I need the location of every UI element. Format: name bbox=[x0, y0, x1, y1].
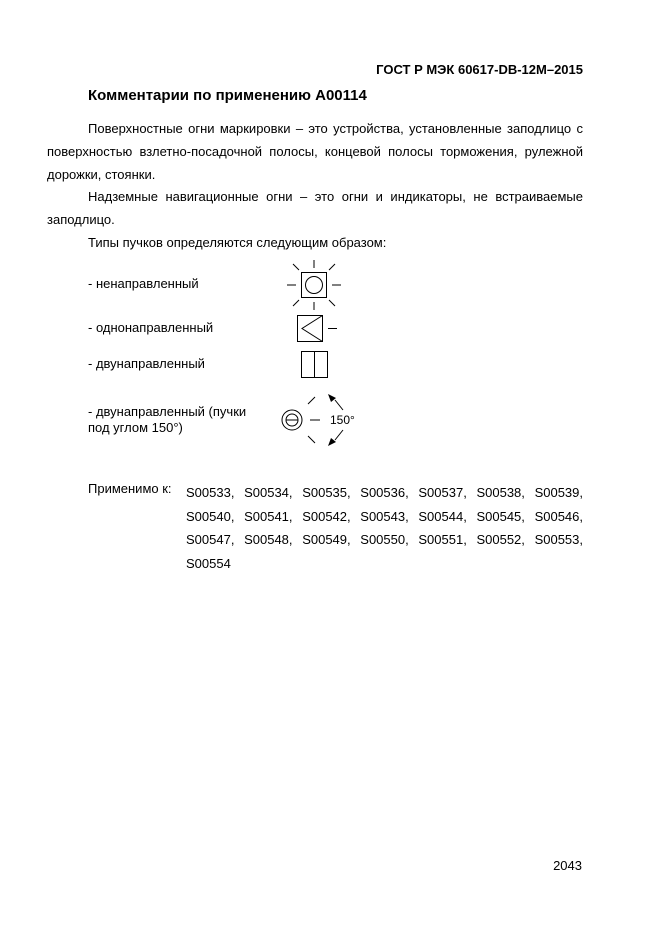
beam-type-omnidirectional-label: - ненаправленный bbox=[88, 276, 199, 291]
beam-type-unidirectional-label: - однонаправленный bbox=[88, 320, 214, 335]
symbol-code: S00540, bbox=[186, 508, 235, 524]
applies-to-label: Применимо к: bbox=[88, 481, 172, 496]
beam-type-bidirectional-label: - двунаправленный bbox=[88, 356, 205, 371]
paragraph-elevated-lights bbox=[47, 185, 583, 231]
symbol-code: S00547, bbox=[186, 532, 235, 547]
bidirectional-angled-light-icon bbox=[278, 394, 368, 446]
symbol-code: S00549, bbox=[302, 532, 351, 547]
document-number: ГОСТ Р МЭК 60617-DB-12M–2015 bbox=[376, 62, 583, 77]
paragraph-elevated-lights-text: Надземные навигационные огни – это огни и индикаторы, не встраиваемые заподлицо. bbox=[47, 189, 583, 227]
codes-row bbox=[186, 505, 583, 529]
symbol-code: S00544, bbox=[418, 508, 467, 524]
symbol-code: S00552, bbox=[476, 532, 525, 547]
section-title: Комментарии по применению A00114 bbox=[88, 87, 367, 104]
page-number: 2043 bbox=[553, 858, 582, 873]
symbol-code: S00543, bbox=[360, 508, 409, 524]
paragraph-surface-lights bbox=[47, 117, 583, 186]
symbol-code: S00541, bbox=[244, 508, 293, 524]
symbol-code: S00535, bbox=[302, 485, 351, 500]
paragraph-surface-lights-text: Поверхностные огни маркировки – это устройства, установленные заподлицо с поверхностью взлетно-посадочной полосы, концевой полосы торможения, рулежной дорожки, стоянки. bbox=[47, 121, 583, 182]
symbol-code: S00534, bbox=[244, 485, 293, 500]
symbol-code: S00550, bbox=[360, 532, 409, 547]
beam-type-bidirectional-angled-line1: - двунаправленный (пучки bbox=[88, 404, 247, 419]
symbol-code: S00533, bbox=[186, 485, 235, 500]
symbol-code: S00548, bbox=[244, 532, 293, 547]
symbol-code: S00537, bbox=[418, 485, 467, 500]
angle-label: 150° bbox=[330, 413, 355, 427]
codes-row bbox=[186, 552, 583, 576]
symbol-code: S00538, bbox=[476, 485, 525, 500]
symbol-code: S00546, bbox=[534, 508, 583, 524]
beam-type-bidirectional-angled-label bbox=[88, 404, 246, 436]
paragraph-beam-types bbox=[47, 231, 583, 254]
codes-row bbox=[186, 528, 583, 552]
beam-type-bidirectional-angled-line2: под углом 150°) bbox=[88, 420, 183, 435]
symbol-code: S00542, bbox=[302, 508, 351, 524]
omnidirectional-light-icon bbox=[284, 259, 344, 313]
symbol-code: S00536, bbox=[360, 485, 409, 500]
symbol-code: S00539, bbox=[534, 485, 583, 500]
unidirectional-light-icon bbox=[296, 314, 342, 344]
symbol-code: S00545, bbox=[476, 508, 525, 524]
applies-to-codes bbox=[186, 481, 583, 575]
paragraph-beam-types-text: Типы пучков определяются следующим образом: bbox=[88, 235, 387, 250]
symbol-code: S00554 bbox=[186, 555, 231, 571]
symbol-code: S00553, bbox=[534, 532, 583, 547]
bidirectional-light-icon bbox=[300, 350, 330, 380]
codes-row bbox=[186, 481, 583, 505]
symbol-code: S00551, bbox=[418, 532, 467, 547]
